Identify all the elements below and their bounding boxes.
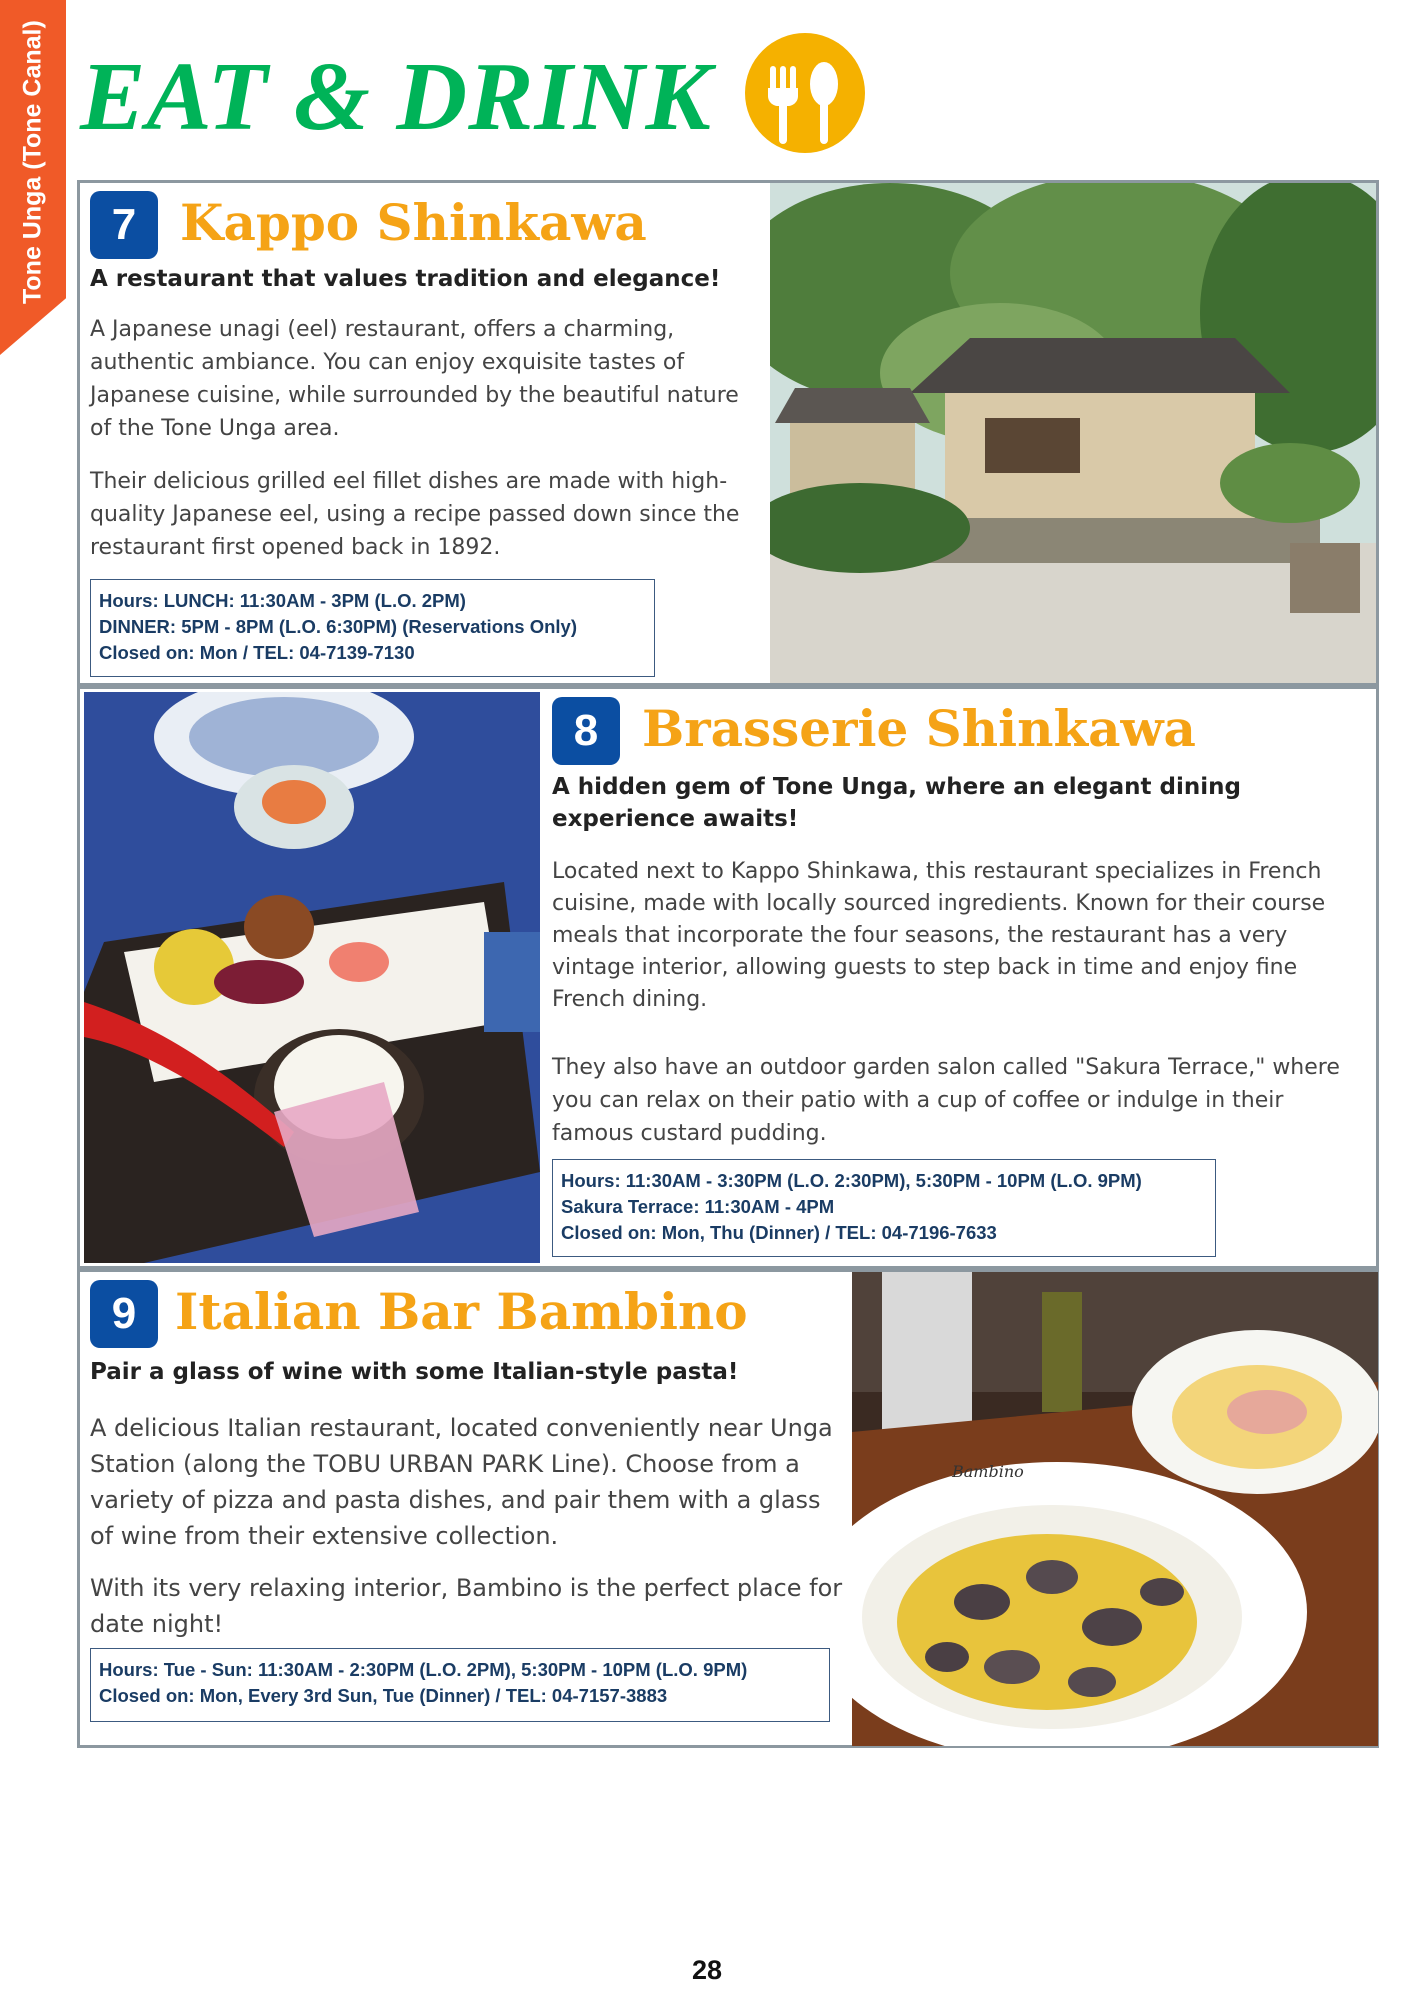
- info-line: Closed on: Mon / TEL: 04-7139-7130: [99, 642, 415, 663]
- restaurant-tagline: Pair a glass of wine with some Italian-style pasta!: [90, 1359, 739, 1385]
- description-paragraph: A Japanese unagi (eel) restaurant, offers a charming, authentic ambiance. You can enjoy exquisite tastes of Japanese cuisine, while surrounded by the beautiful nature of the Tone Unga area.: [90, 317, 739, 441]
- restaurant-card-7: [77, 180, 1379, 686]
- restaurant-name: Brasserie Shinkawa: [642, 699, 1196, 758]
- info-line: Closed on: Mon, Thu (Dinner) / TEL: 04-7196-7633: [561, 1222, 997, 1243]
- description-paragraph: Located next to Kappo Shinkawa, this restaurant specializes in French cuisine, made with locally sourced ingredients. Known for their course meals that incorporate the four seasons, the restaurant has a very vintage interior, allowing guests to step back in time and enjoy fine French dining.: [552, 859, 1326, 1012]
- description-paragraph: Their delicious grilled eel fillet dishes are made with high-quality Japanese eel, using a recipe passed down since the restaurant first opened back in 1892.: [90, 469, 740, 560]
- restaurant-photo-pasta: [852, 1272, 1378, 1746]
- description-paragraph: They also have an outdoor garden salon called "Sakura Terrace," where you can relax on their patio with a cup of coffee or indulge in their famous custard pudding.: [552, 1055, 1340, 1146]
- restaurant-number-badge: 9: [90, 1280, 158, 1348]
- description-paragraph: A delicious Italian restaurant, located conveniently near Unga Station (along the TOBU URBAN PARK Line). Choose from a variety of pizza and pasta dishes, and pair them with a glass of wine from their extensive collection.: [90, 1414, 833, 1550]
- side-tab-label: Tone Unga (Tone Canal): [18, 20, 47, 304]
- page-number: 28: [691, 1955, 723, 1985]
- fork-spoon-icon: [744, 32, 866, 154]
- info-line: DINNER: 5PM - 8PM (L.O. 6:30PM) (Reservations Only): [99, 616, 578, 637]
- hours-info-box: [90, 1648, 830, 1722]
- info-line: Hours: LUNCH: 11:30AM - 3PM (L.O. 2PM): [99, 590, 466, 611]
- hours-info-box: [552, 1159, 1216, 1257]
- restaurant-card-9: [77, 1269, 1379, 1748]
- restaurant-tagline: A hidden gem of Tone Unga, where an elegant dining experience awaits!: [552, 774, 1241, 832]
- restaurant-photo-course-meal: [84, 692, 540, 1263]
- restaurant-name: Kappo Shinkawa: [180, 193, 647, 252]
- info-line: Hours: Tue - Sun: 11:30AM - 2:30PM (L.O. 2PM), 5:30PM - 10PM (L.O. 9PM): [99, 1659, 748, 1680]
- restaurant-number-badge: 7: [90, 191, 158, 259]
- info-line: Closed on: Mon, Every 3rd Sun, Tue (Dinner) / TEL: 04-7157-3883: [99, 1685, 668, 1706]
- page-title: EAT & DRINK: [80, 43, 712, 151]
- plate-logo-text: Bambino: [952, 1462, 1024, 1481]
- restaurant-number-badge: 8: [552, 697, 620, 765]
- restaurant-photo-exterior: [770, 183, 1376, 683]
- description-paragraph: With its very relaxing interior, Bambino is the perfect place for date night!: [90, 1574, 843, 1638]
- info-line: Sakura Terrace: 11:30AM - 4PM: [561, 1196, 835, 1217]
- restaurant-card-8: [77, 686, 1379, 1269]
- hours-info-box: [90, 579, 655, 677]
- restaurant-name: Italian Bar Bambino: [175, 1282, 748, 1341]
- info-line: Hours: 11:30AM - 3:30PM (L.O. 2:30PM), 5:30PM - 10PM (L.O. 9PM): [561, 1170, 1142, 1191]
- restaurant-tagline: A restaurant that values tradition and elegance!: [90, 266, 721, 292]
